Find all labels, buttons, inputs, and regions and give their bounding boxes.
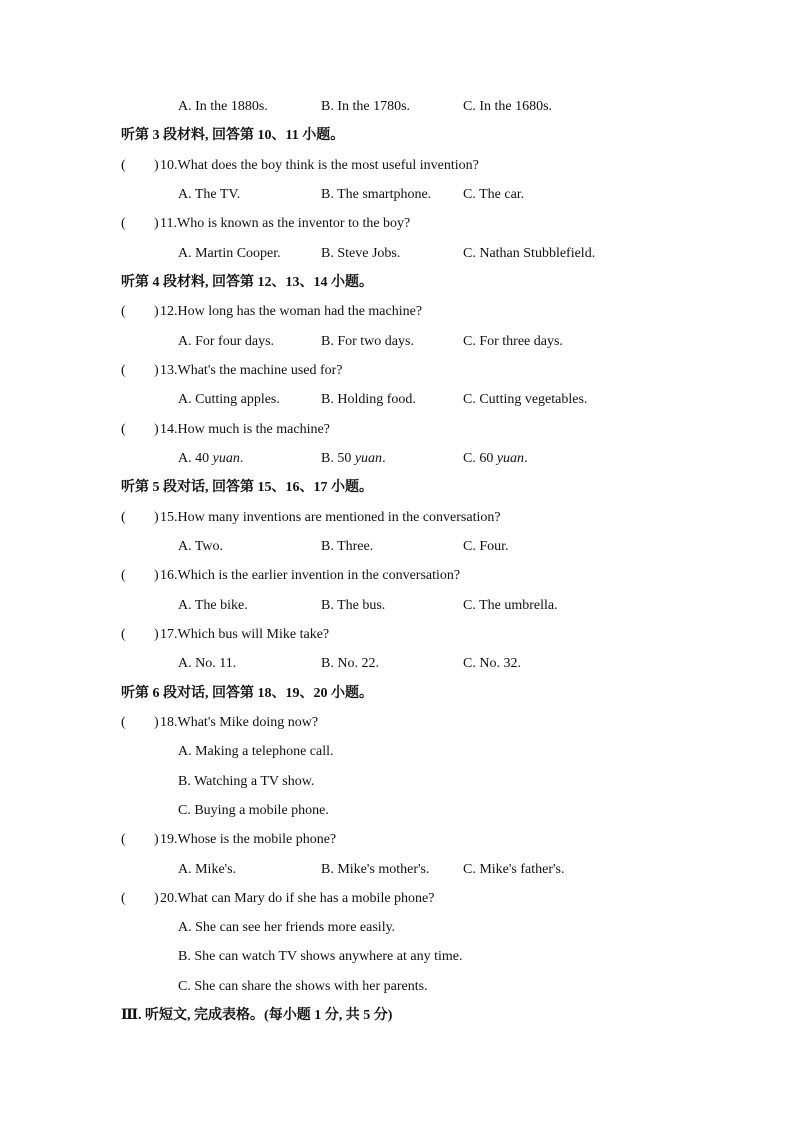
- q10-option-a[interactable]: A. The TV.: [178, 187, 241, 202]
- q9-option-c[interactable]: C. In the 1680s.: [463, 99, 553, 114]
- q18-option-c-row: [0, 801, 800, 821]
- answer-blank-14[interactable]: ( ): [121, 422, 159, 437]
- answer-blank-17[interactable]: ( ): [121, 627, 159, 642]
- q11-option-b[interactable]: B. Steve Jobs.: [321, 246, 401, 261]
- answer-blank-10[interactable]: ( ): [121, 158, 159, 173]
- q12-option-a[interactable]: A. For four days.: [178, 334, 275, 349]
- question-20: [0, 889, 800, 909]
- answer-blank-20[interactable]: ( ): [121, 891, 159, 906]
- question-11-options: [0, 244, 800, 264]
- section-5-heading: [0, 478, 800, 498]
- q20-option-c[interactable]: C. She can share the shows with her parents.: [178, 979, 428, 994]
- q14-option-b[interactable]: B. 50 yuan.: [321, 451, 386, 466]
- q18-option-b[interactable]: B. Watching a TV show.: [178, 774, 315, 789]
- answer-blank-12[interactable]: ( ): [121, 304, 159, 319]
- question-19: [0, 830, 800, 850]
- question-13-options: [0, 390, 800, 410]
- question-11: [0, 214, 800, 234]
- question-10-text: 10.What does the boy think is the most useful invention?: [160, 158, 479, 173]
- question-20-text: 20.What can Mary do if she has a mobile phone?: [160, 891, 435, 906]
- question-17-text: 17.Which bus will Mike take?: [160, 627, 330, 642]
- question-19-options: [0, 860, 800, 880]
- question-15-text: 15.How many inventions are mentioned in the conversation?: [160, 510, 501, 525]
- q20-option-c-row: [0, 977, 800, 997]
- q18-option-b-row: [0, 772, 800, 792]
- question-17-options: [0, 654, 800, 674]
- question-10: [0, 156, 800, 176]
- q13-option-b[interactable]: B. Holding food.: [321, 392, 416, 407]
- q9-option-a[interactable]: A. In the 1880s.: [178, 99, 268, 114]
- q14-option-a[interactable]: A. 40 yuan.: [178, 451, 244, 466]
- question-12-text: 12.How long has the woman had the machine?: [160, 304, 423, 319]
- question-10-options: [0, 185, 800, 205]
- q11-option-a[interactable]: A. Martin Cooper.: [178, 246, 281, 261]
- q17-option-a[interactable]: A. No. 11.: [178, 656, 237, 671]
- question-11-text: 11.Who is known as the inventor to the boy?: [160, 216, 411, 231]
- q16-option-c[interactable]: C. The umbrella.: [463, 598, 558, 613]
- q12-option-b[interactable]: B. For two days.: [321, 334, 414, 349]
- q18-option-a[interactable]: A. Making a telephone call.: [178, 744, 334, 759]
- section-4-heading: [0, 273, 800, 293]
- q16-option-a[interactable]: A. The bike.: [178, 598, 248, 613]
- q18-option-a-row: [0, 742, 800, 762]
- answer-blank-18[interactable]: ( ): [121, 715, 159, 730]
- question-18: [0, 713, 800, 733]
- q10-option-b[interactable]: B. The smartphone.: [321, 187, 432, 202]
- q9-options: [0, 97, 800, 117]
- q20-option-a-row: [0, 918, 800, 938]
- answer-blank-19[interactable]: ( ): [121, 832, 159, 847]
- q18-option-c[interactable]: C. Buying a mobile phone.: [178, 803, 329, 818]
- question-14-text: 14.How much is the machine?: [160, 422, 330, 437]
- q12-option-c[interactable]: C. For three days.: [463, 334, 563, 349]
- q20-option-b-row: [0, 947, 800, 967]
- q13-option-a[interactable]: A. Cutting apples.: [178, 392, 280, 407]
- question-15: [0, 508, 800, 528]
- question-12-options: [0, 332, 800, 352]
- q15-option-a[interactable]: A. Two.: [178, 539, 224, 554]
- answer-blank-15[interactable]: ( ): [121, 510, 159, 525]
- q14-option-c[interactable]: C. 60 yuan.: [463, 451, 528, 466]
- section-4-title: 听第 4 段材料, 回答第 12、13、14 小题。: [121, 275, 373, 290]
- q19-option-a[interactable]: A. Mike's.: [178, 862, 237, 877]
- question-13: [0, 361, 800, 381]
- q19-option-c[interactable]: C. Mike's father's.: [463, 862, 565, 877]
- question-14: [0, 420, 800, 440]
- section-6-title: 听第 6 段对话, 回答第 18、19、20 小题。: [121, 686, 373, 701]
- q19-option-b[interactable]: B. Mike's mother's.: [321, 862, 430, 877]
- section-3-title: 听第 3 段材料, 回答第 10、11 小题。: [121, 128, 345, 143]
- answer-blank-11[interactable]: ( ): [121, 216, 159, 231]
- q15-option-c[interactable]: C. Four.: [463, 539, 509, 554]
- question-14-options: [0, 449, 800, 469]
- q17-option-b[interactable]: B. No. 22.: [321, 656, 379, 671]
- q15-option-b[interactable]: B. Three.: [321, 539, 374, 554]
- q9-option-b[interactable]: B. In the 1780s.: [321, 99, 411, 114]
- question-13-text: 13.What's the machine used for?: [160, 363, 343, 378]
- q11-option-c[interactable]: C. Nathan Stubblefield.: [463, 246, 596, 261]
- section-3-heading: [0, 126, 800, 146]
- part-3-heading: [0, 1006, 800, 1026]
- question-16: [0, 566, 800, 586]
- question-15-options: [0, 537, 800, 557]
- part-3-title: Ⅲ. 听短文, 完成表格。(每小题 1 分, 共 5 分): [121, 1008, 393, 1023]
- answer-blank-16[interactable]: ( ): [121, 568, 159, 583]
- question-17: [0, 625, 800, 645]
- section-6-heading: [0, 684, 800, 704]
- question-19-text: 19.Whose is the mobile phone?: [160, 832, 337, 847]
- q17-option-c[interactable]: C. No. 32.: [463, 656, 521, 671]
- section-5-title: 听第 5 段对话, 回答第 15、16、17 小题。: [121, 480, 373, 495]
- q10-option-c[interactable]: C. The car.: [463, 187, 525, 202]
- answer-blank-13[interactable]: ( ): [121, 363, 159, 378]
- question-16-options: [0, 596, 800, 616]
- question-18-text: 18.What's Mike doing now?: [160, 715, 319, 730]
- q13-option-c[interactable]: C. Cutting vegetables.: [463, 392, 588, 407]
- q16-option-b[interactable]: B. The bus.: [321, 598, 386, 613]
- question-16-text: 16.Which is the earlier invention in the conversation?: [160, 568, 461, 583]
- q20-option-a[interactable]: A. She can see her friends more easily.: [178, 920, 396, 935]
- question-12: [0, 302, 800, 322]
- q20-option-b[interactable]: B. She can watch TV shows anywhere at any time.: [178, 949, 463, 964]
